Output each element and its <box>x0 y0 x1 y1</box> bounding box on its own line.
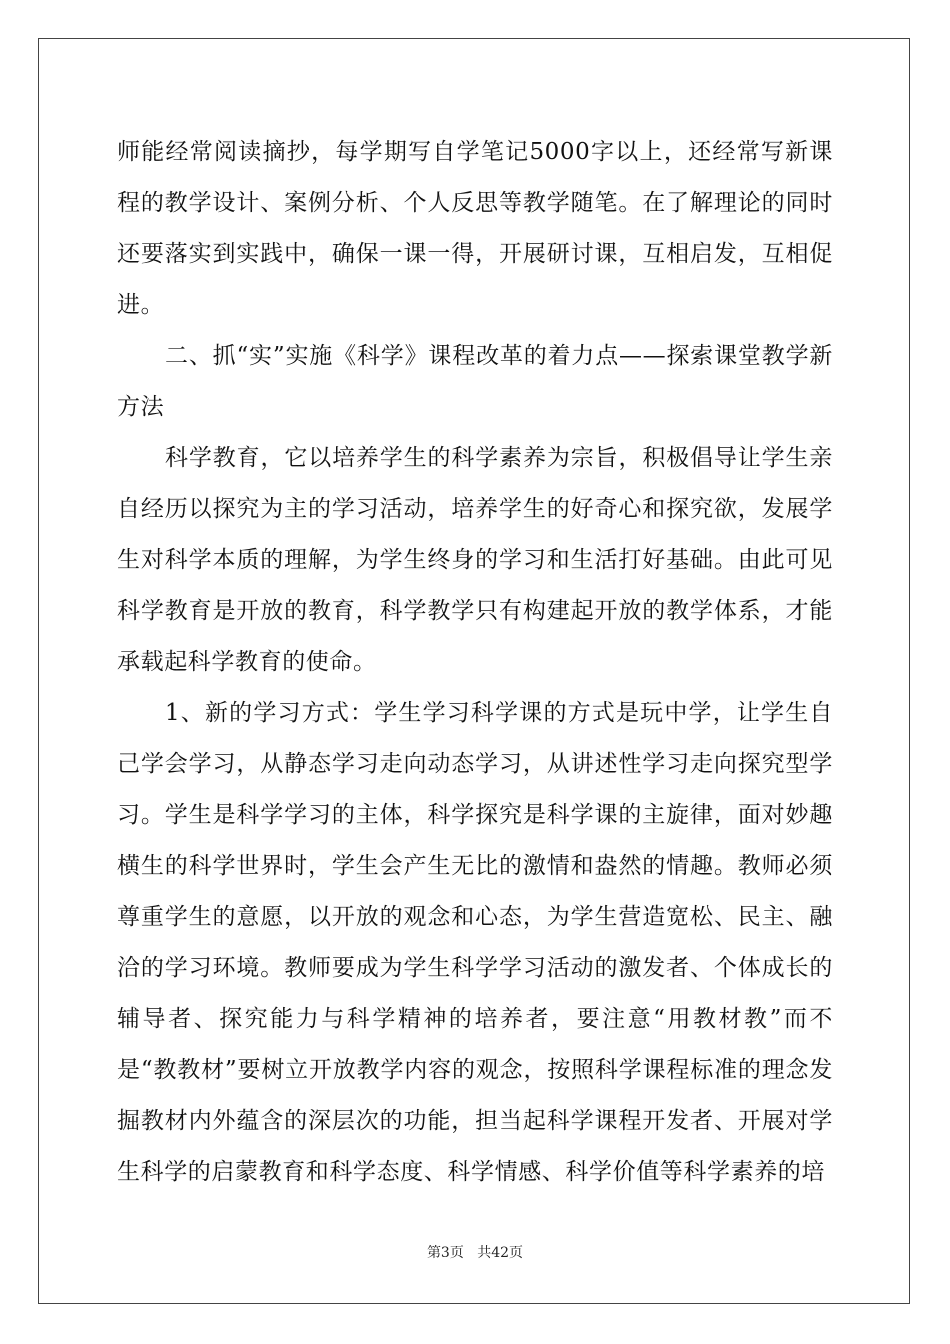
section-heading-2: 二、抓“实”实施《科学》课程改革的着力点——探索课堂教学新方法 <box>117 343 833 420</box>
paragraph-4: 1、新的学习方式：学生学习科学课的方式是玩中学，让学生自己学会学习，从静态学习走向动态学习，从讲述性学习走向探究型学习。学生是科学学习的主体，科学探究是科学课的主旋律，面对妙趣横生的科学世界时，学生会产生无比的激情和盎然的情趣。教师必须尊重学生的意愿，以开放的观念和心态，为学生营造宽松、民主、融洽的学习环境。教师要成为学生科学学习活动的激发者、个体成长的辅导者、探究能力与科学精神的培养者，要注意“用教材教”而不是“教教材”要树立开放教学内容的观念，按照科学课程标准的理念发掘教材内外蕴含的深层次的功能，担当起科学课程开发者、开展对学生科学的启蒙教育和科学态度、科学情感、科学价值等科学素养的培 <box>117 700 833 1185</box>
page-number: 第3页 <box>426 1245 464 1261</box>
paragraph-1: 师能经常阅读摘抄，每学期写自学笔记5000字以上，还经常写新课程的教学设计、案例分析、个人反思等教学随笔。在了解理论的同时还要落实到实践中，确保一课一得，开展研讨课，互相启发，互相促进。 <box>117 139 833 318</box>
footer-spacer <box>464 1245 477 1261</box>
document-body <box>117 127 833 1198</box>
paragraph-3: 科学教育，它以培养学生的科学素养为宗旨，积极倡导让学生亲自经历以探究为主的学习活动，培养学生的好奇心和探究欲，发展学生对科学本质的理解，为学生终身的学习和生活打好基础。由此可见科学教育是开放的教育，科学教学只有构建起开放的教学体系，才能承载起科学教育的使命。 <box>117 445 833 675</box>
page-total: 共42页 <box>477 1245 524 1261</box>
page-footer <box>0 1242 950 1262</box>
